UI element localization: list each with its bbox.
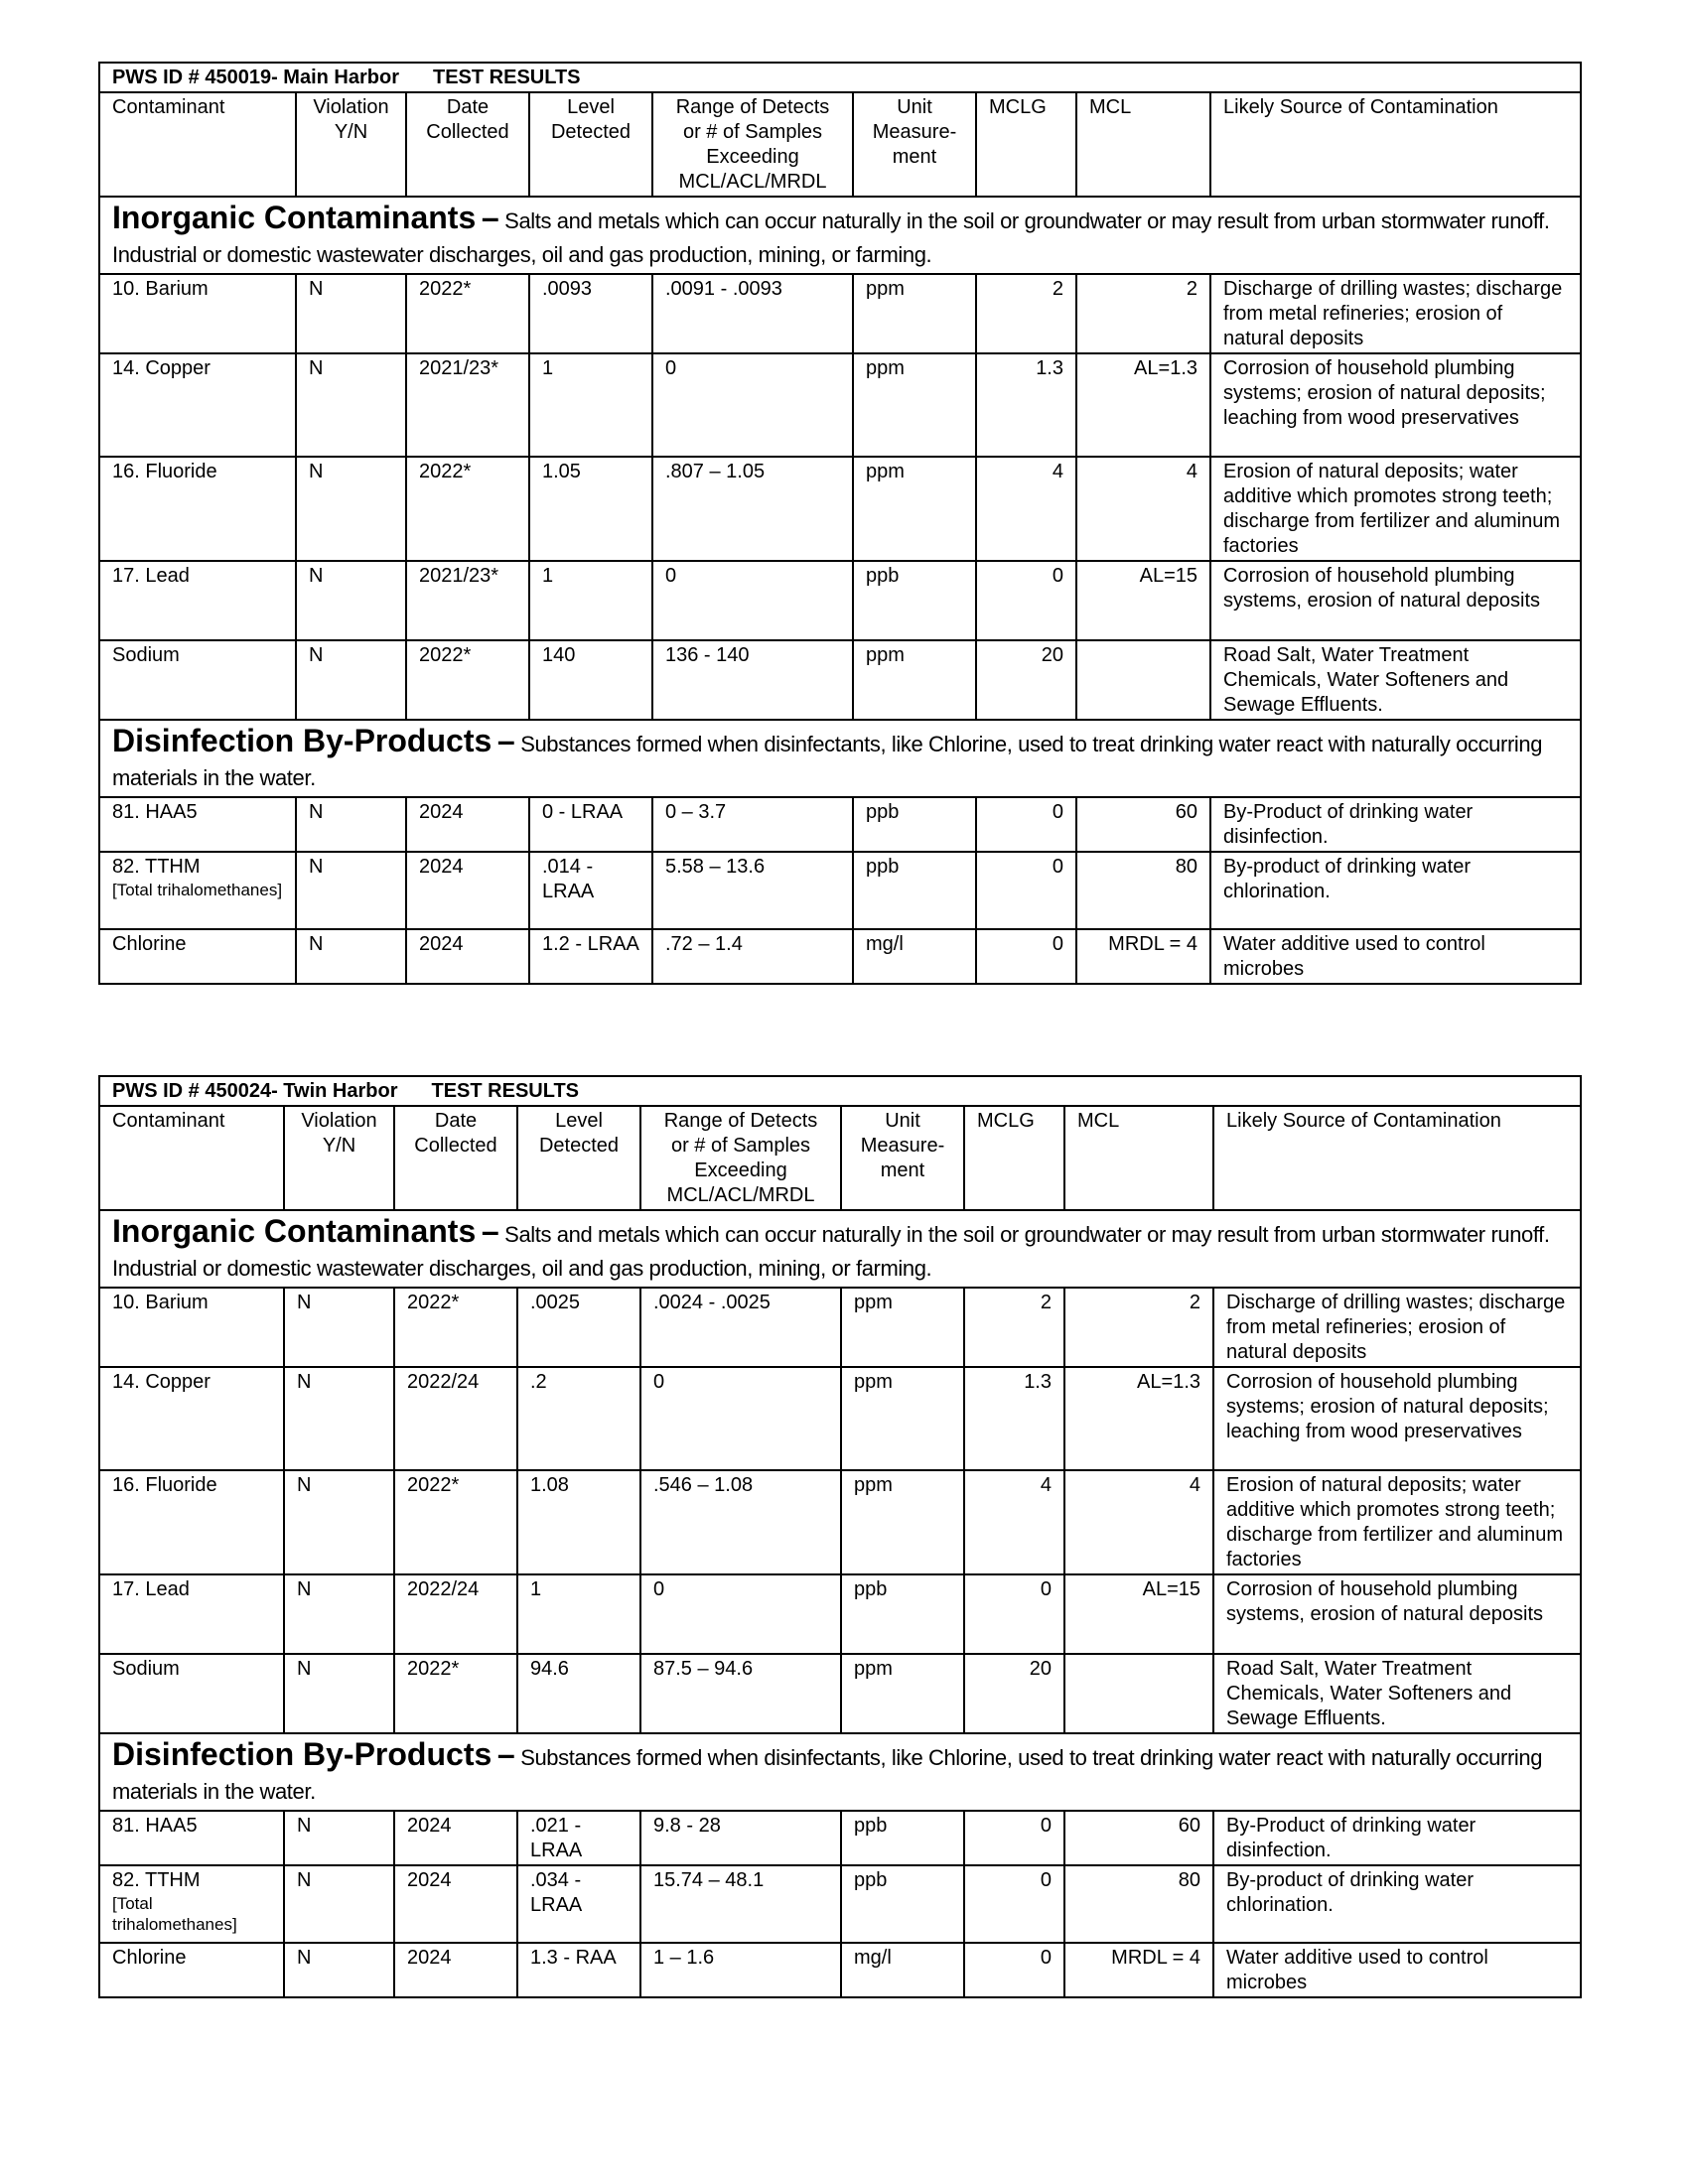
cell-range: .546 – 1.08 [640,1470,841,1574]
cell-level: 1 [529,561,652,640]
title-row [99,1076,1581,1106]
cell-violation: N [296,929,406,984]
test-results-table-twin-harbor [98,1075,1582,1998]
table-title [99,63,1581,92]
cell-mclg: 2 [976,274,1076,353]
cell-mcl: 4 [1064,1470,1213,1574]
contaminant-name: 82. TTHM [112,1869,201,1891]
section-description: Salts and metals which can occur naturally in the soil or groundwater or may result from urban stormwater runoff. Industrial or domestic wastewater discharges, oil and gas production, mining, or farming. [112,208,1550,267]
section-inorganic [99,1210,1581,1288]
cell-mclg: 0 [964,1574,1064,1654]
cell-violation: N [284,1654,394,1733]
table-row [99,1470,1581,1574]
cell-mcl: AL=1.3 [1064,1367,1213,1470]
cell-date: 2024 [394,1865,517,1943]
cell-source: Discharge of drilling wastes; discharge from metal refineries; erosion of natural deposits [1210,274,1581,353]
header-contaminant: Contaminant [99,92,296,197]
cell-mcl: AL=15 [1064,1574,1213,1654]
cell-range: .72 – 1.4 [652,929,853,984]
cell-source: Erosion of natural deposits; water additive which promotes strong teeth; discharge from fertilizer and aluminum factories [1213,1470,1581,1574]
cell-level: 1 [517,1574,640,1654]
cell-date: 2022* [406,274,529,353]
cell-mcl: 4 [1076,457,1210,561]
cell-violation: N [284,1574,394,1654]
section-disinfection [99,720,1581,797]
header-source: Likely Source of Contamination [1213,1106,1581,1210]
cell-contaminant: 16. Fluoride [99,1470,284,1574]
cell-range: 0 [640,1367,841,1470]
cell-range: 15.74 – 48.1 [640,1865,841,1943]
cell-unit: ppm [841,1288,964,1367]
cell-violation: N [296,852,406,929]
cell-violation: N [284,1470,394,1574]
header-level: Level Detected [517,1106,640,1210]
table-row [99,457,1581,561]
cell-contaminant [99,1865,284,1943]
cell-contaminant: 16. Fluoride [99,457,296,561]
section-name: Inorganic Contaminants [112,200,477,235]
cell-violation: N [284,1865,394,1943]
cell-date: 2024 [394,1943,517,1997]
cell-violation: N [296,353,406,457]
cell-contaminant: 10. Barium [99,1288,284,1367]
header-source: Likely Source of Contamination [1210,92,1581,197]
cell-mcl [1076,640,1210,720]
cell-violation: N [284,1943,394,1997]
cell-contaminant: Chlorine [99,929,296,984]
cell-mclg: 0 [964,1811,1064,1865]
cell-violation: N [296,640,406,720]
cell-mclg: 1.3 [964,1367,1064,1470]
cell-violation: N [296,561,406,640]
cell-unit: ppb [841,1811,964,1865]
contaminant-subtitle: [Total trihalomethanes] [112,1894,237,1934]
cell-level: 140 [529,640,652,720]
cell-date: 2024 [406,929,529,984]
cell-range: 136 - 140 [652,640,853,720]
header-unit: Unit Measure-ment [841,1106,964,1210]
table-row [99,1811,1581,1865]
header-mclg: MCLG [976,92,1076,197]
cell-unit: ppm [853,457,976,561]
cell-source: Road Salt, Water Treatment Chemicals, Water Softeners and Sewage Effluents. [1210,640,1581,720]
cell-mcl: 60 [1064,1811,1213,1865]
cell-mclg: 20 [976,640,1076,720]
table-row [99,852,1581,929]
cell-source: Water additive used to control microbes [1213,1943,1581,1997]
cell-range: 0 [652,561,853,640]
cell-source: By-Product of drinking water disinfection. [1213,1811,1581,1865]
cell-contaminant: Sodium [99,1654,284,1733]
header-violation: Violation Y/N [284,1106,394,1210]
cell-contaminant: 14. Copper [99,1367,284,1470]
cell-contaminant [99,852,296,929]
cell-level: .034 - LRAA [517,1865,640,1943]
contaminant-subtitle: [Total trihalomethanes] [112,881,283,899]
table-row [99,1943,1581,1997]
section-row-disinfection [99,720,1581,797]
cell-source: Corrosion of household plumbing systems, erosion of natural deposits [1210,561,1581,640]
header-mclg: MCLG [964,1106,1064,1210]
cell-range: 87.5 – 94.6 [640,1654,841,1733]
cell-contaminant: 81. HAA5 [99,797,296,852]
cell-unit: ppb [853,852,976,929]
cell-date: 2022* [394,1288,517,1367]
cell-mcl: AL=1.3 [1076,353,1210,457]
cell-level: 94.6 [517,1654,640,1733]
table-row [99,353,1581,457]
test-results-table-main-harbor [98,62,1582,985]
header-range: Range of Detects or # of Samples Exceeding MCL/ACL/MRDL [640,1106,841,1210]
cell-mcl: 80 [1064,1865,1213,1943]
cell-source: Water additive used to control microbes [1210,929,1581,984]
header-range: Range of Detects or # of Samples Exceeding MCL/ACL/MRDL [652,92,853,197]
cell-level: .021 - LRAA [517,1811,640,1865]
cell-unit: ppb [853,561,976,640]
cell-mcl: 60 [1076,797,1210,852]
cell-violation: N [284,1811,394,1865]
cell-mclg: 4 [976,457,1076,561]
section-description: Salts and metals which can occur naturally in the soil or groundwater or may result from urban stormwater runoff. Industrial or domestic wastewater discharges, oil and gas production, mining, or farming. [112,1222,1550,1281]
cell-date: 2024 [394,1811,517,1865]
table-row [99,1288,1581,1367]
cell-mclg: 0 [976,852,1076,929]
table-row [99,1574,1581,1654]
cell-mclg: 0 [976,797,1076,852]
header-contaminant: Contaminant [99,1106,284,1210]
cell-mcl: 2 [1064,1288,1213,1367]
cell-violation: N [296,797,406,852]
header-unit: Unit Measure-ment [853,92,976,197]
test-results-title: TEST RESULTS [431,1080,580,1102]
cell-level: .0093 [529,274,652,353]
cell-source: Road Salt, Water Treatment Chemicals, Water Softeners and Sewage Effluents. [1213,1654,1581,1733]
header-date: Date Collected [394,1106,517,1210]
cell-violation: N [296,274,406,353]
cell-source: Corrosion of household plumbing systems; erosion of natural deposits; leaching from wood preservatives [1210,353,1581,457]
table-row [99,797,1581,852]
cell-level: 1.2 - LRAA [529,929,652,984]
table-row [99,929,1581,984]
cell-level: .2 [517,1367,640,1470]
title-row [99,63,1581,92]
cell-date: 2022* [394,1470,517,1574]
cell-contaminant: Chlorine [99,1943,284,1997]
cell-violation: N [284,1288,394,1367]
cell-unit: ppb [841,1865,964,1943]
cell-range: 9.8 - 28 [640,1811,841,1865]
cell-mcl [1064,1654,1213,1733]
table-row [99,640,1581,720]
cell-contaminant: Sodium [99,640,296,720]
header-level: Level Detected [529,92,652,197]
cell-mcl: AL=15 [1076,561,1210,640]
cell-mclg: 0 [964,1865,1064,1943]
cell-range: 5.58 – 13.6 [652,852,853,929]
cell-unit: ppm [841,1654,964,1733]
cell-contaminant: 81. HAA5 [99,1811,284,1865]
cell-violation: N [296,457,406,561]
table-row [99,1865,1581,1943]
test-results-title: TEST RESULTS [432,67,581,88]
cell-mclg: 20 [964,1654,1064,1733]
cell-unit: ppb [841,1574,964,1654]
section-inorganic [99,197,1581,274]
cell-range: 0 [652,353,853,457]
table-row [99,1654,1581,1733]
cell-level: 1.3 - RAA [517,1943,640,1997]
cell-level: 0 - LRAA [529,797,652,852]
cell-unit: mg/l [841,1943,964,1997]
cell-mcl: MRDL = 4 [1064,1943,1213,1997]
cell-mclg: 0 [976,929,1076,984]
table-title [99,1076,1581,1106]
cell-date: 2022* [406,640,529,720]
cell-range: 1 – 1.6 [640,1943,841,1997]
section-dash: – [481,1213,499,1249]
cell-source: Corrosion of household plumbing systems, erosion of natural deposits [1213,1574,1581,1654]
cell-mclg: 4 [964,1470,1064,1574]
table-row [99,274,1581,353]
cell-unit: ppm [853,353,976,457]
cell-source: By-product of drinking water chlorination. [1213,1865,1581,1943]
cell-level: .0025 [517,1288,640,1367]
section-disinfection [99,1733,1581,1811]
cell-date: 2024 [406,852,529,929]
section-dash: – [481,200,499,235]
cell-unit: ppm [841,1470,964,1574]
cell-contaminant: 14. Copper [99,353,296,457]
table-row [99,561,1581,640]
section-row-disinfection [99,1733,1581,1811]
pws-id-title: PWS ID # 450024- Twin Harbor [112,1080,398,1102]
cell-mcl: MRDL = 4 [1076,929,1210,984]
pws-id-title: PWS ID # 450019- Main Harbor [112,67,399,88]
header-row [99,92,1581,197]
cell-source: By-Product of drinking water disinfection. [1210,797,1581,852]
cell-level: 1.08 [517,1470,640,1574]
cell-source: Corrosion of household plumbing systems; erosion of natural deposits; leaching from wood preservatives [1213,1367,1581,1470]
cell-date: 2024 [406,797,529,852]
cell-contaminant: 10. Barium [99,274,296,353]
section-row-inorganic [99,197,1581,274]
cell-source: Erosion of natural deposits; water additive which promotes strong teeth; discharge from fertilizer and aluminum factories [1210,457,1581,561]
cell-range: .807 – 1.05 [652,457,853,561]
cell-unit: mg/l [853,929,976,984]
cell-contaminant: 17. Lead [99,561,296,640]
cell-range: .0091 - .0093 [652,274,853,353]
cell-mclg: 1.3 [976,353,1076,457]
header-row [99,1106,1581,1210]
cell-mclg: 0 [964,1943,1064,1997]
section-name: Disinfection By-Products [112,1736,492,1772]
cell-level: 1.05 [529,457,652,561]
cell-range: 0 – 3.7 [652,797,853,852]
cell-contaminant: 17. Lead [99,1574,284,1654]
header-violation: Violation Y/N [296,92,406,197]
cell-unit: ppm [853,640,976,720]
cell-unit: ppm [841,1367,964,1470]
header-mcl: MCL [1064,1106,1213,1210]
section-row-inorganic [99,1210,1581,1288]
cell-source: By-product of drinking water chlorination. [1210,852,1581,929]
section-description: Substances formed when disinfectants, like Chlorine, used to treat drinking water react with naturally occurring materials in the water. [112,1745,1543,1804]
header-mcl: MCL [1076,92,1210,197]
section-dash: – [496,1736,515,1772]
header-date: Date Collected [406,92,529,197]
cell-range: 0 [640,1574,841,1654]
section-description: Substances formed when disinfectants, like Chlorine, used to treat drinking water react with naturally occurring materials in the water. [112,732,1543,790]
cell-date: 2022/24 [394,1367,517,1470]
contaminant-name: 82. TTHM [112,856,201,878]
section-name: Disinfection By-Products [112,723,492,758]
cell-mclg: 2 [964,1288,1064,1367]
cell-date: 2021/23* [406,561,529,640]
cell-level: .014 - LRAA [529,852,652,929]
cell-unit: ppm [853,274,976,353]
cell-mclg: 0 [976,561,1076,640]
section-name: Inorganic Contaminants [112,1213,477,1249]
cell-unit: ppb [853,797,976,852]
section-dash: – [496,723,515,758]
cell-mcl: 80 [1076,852,1210,929]
cell-violation: N [284,1367,394,1470]
cell-level: 1 [529,353,652,457]
cell-date: 2022/24 [394,1574,517,1654]
cell-source: Discharge of drilling wastes; discharge from metal refineries; erosion of natural deposits [1213,1288,1581,1367]
cell-date: 2022* [406,457,529,561]
cell-date: 2022* [394,1654,517,1733]
cell-mcl: 2 [1076,274,1210,353]
cell-range: .0024 - .0025 [640,1288,841,1367]
cell-date: 2021/23* [406,353,529,457]
table-row [99,1367,1581,1470]
